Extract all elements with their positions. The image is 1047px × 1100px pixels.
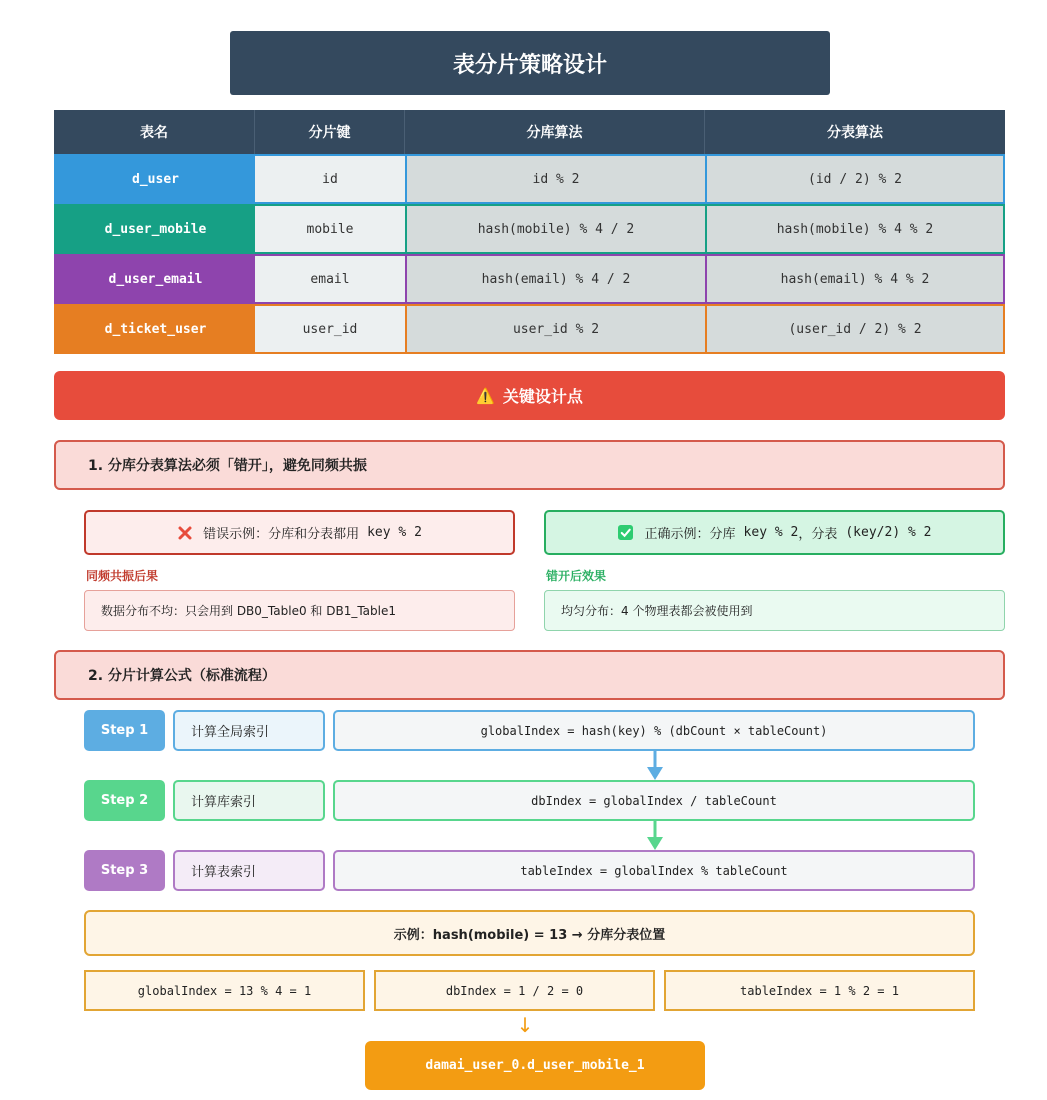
banner-label: 关键设计点 [502, 387, 583, 406]
key-points-banner [54, 371, 1005, 420]
example-step-db: dbIndex = 1 / 2 = 0 [374, 970, 655, 1011]
page-title: 表分片策略设计 [230, 31, 830, 95]
right-example-code-tb: (key/2) % 2 [845, 525, 932, 540]
step-badge: Step 2 [84, 780, 165, 821]
right-example [544, 510, 1005, 555]
step-description: 计算表索引 [173, 850, 325, 891]
wrong-example-code: key % 2 [367, 525, 422, 540]
wrong-example-text: 错误示例：分库和分表都用 [203, 527, 360, 542]
shard-key-cell: user_id [255, 304, 405, 354]
db-algorithm-cell: hash(mobile) % 4 / 2 [405, 204, 705, 254]
db-algorithm-cell: hash(email) % 4 / 2 [405, 254, 705, 304]
table-name-cell: d_ticket_user [54, 304, 255, 354]
right-result: 均匀分布：4 个物理表都会被使用到 [544, 590, 1005, 631]
table-name-cell: d_user_email [54, 254, 255, 304]
warning-icon: ⚠️ [476, 386, 495, 405]
right-example-mid: ，分表 [798, 527, 838, 542]
table-algorithm-cell: hash(mobile) % 4 % 2 [705, 204, 1005, 254]
cross-mark-icon [177, 525, 193, 541]
example-result: damai_user_0.d_user_mobile_1 [365, 1041, 705, 1090]
example-step-global: globalIndex = 13 % 4 = 1 [84, 970, 365, 1011]
right-result-label: 错开后效果 [546, 569, 607, 583]
shard-key-cell: mobile [255, 204, 405, 254]
section-1-header: 1. 分库分表算法必须「错开」，避免同频共振 [54, 440, 1005, 490]
table-name-cell: d_user [54, 154, 255, 204]
step-description: 计算库索引 [173, 780, 325, 821]
sharding-table [54, 110, 1005, 356]
table-algorithm-cell: (user_id / 2) % 2 [705, 304, 1005, 354]
section-2-header: 2. 分片计算公式（标准流程） [54, 650, 1005, 700]
step-description: 计算全局索引 [173, 710, 325, 751]
header-table-name: 表名 [54, 110, 255, 154]
wrong-example [84, 510, 515, 555]
example-title: 示例：hash(mobile) = 13 → 分库分表位置 [84, 910, 975, 956]
shard-key-cell: email [255, 254, 405, 304]
step-formula: tableIndex = globalIndex % tableCount [333, 850, 975, 891]
shard-key-cell: id [255, 154, 405, 204]
step-formula: dbIndex = globalIndex / tableCount [333, 780, 975, 821]
wrong-result-label: 同频共振后果 [86, 569, 159, 583]
step-badge: Step 1 [84, 710, 165, 751]
header-db-algorithm: 分库算法 [405, 110, 705, 154]
step-badge: Step 3 [84, 850, 165, 891]
step-formula: globalIndex = hash(key) % (dbCount × tableCount) [333, 710, 975, 751]
arrow-down-icon: ↓ [516, 1013, 534, 1037]
example-step-table: tableIndex = 1 % 2 = 1 [664, 970, 975, 1011]
arrow-down-icon [645, 750, 665, 781]
db-algorithm-cell: user_id % 2 [405, 304, 705, 354]
header-shard-key: 分片键 [255, 110, 405, 154]
right-example-text: 正确示例：分库 [644, 527, 736, 542]
arrow-down-icon [645, 820, 665, 851]
check-mark-icon [618, 525, 633, 540]
header-table-algorithm: 分表算法 [705, 110, 1005, 154]
right-example-code-db: key % 2 [743, 525, 799, 540]
table-name-cell: d_user_mobile [54, 204, 255, 254]
wrong-result: 数据分布不均：只会用到 DB0_Table0 和 DB1_Table1 [84, 590, 515, 631]
db-algorithm-cell: id % 2 [405, 154, 705, 204]
table-algorithm-cell: hash(email) % 4 % 2 [705, 254, 1005, 304]
table-algorithm-cell: (id / 2) % 2 [705, 154, 1005, 204]
